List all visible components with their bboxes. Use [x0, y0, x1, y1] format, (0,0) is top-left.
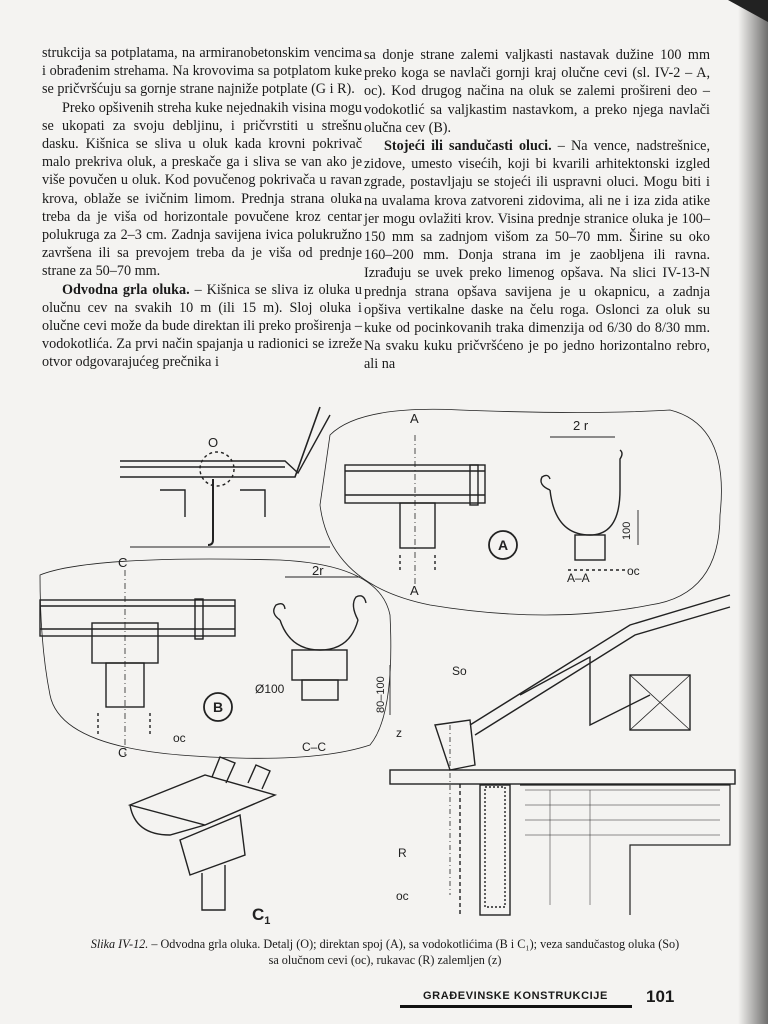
label-phi100: Ø100: [255, 682, 285, 696]
label-c1-letter: C: [252, 905, 265, 924]
section-heading-stojeci-oluci: Stojeći ili sandučasti oluci.: [384, 138, 552, 155]
label-oc-c: oc: [396, 889, 409, 903]
caption-text: – Odvodna grla oluka. Detalj (O); direktan spoj (A), sa vodokotlićima (B i C₁); veza sandučastog oluka (So) sa olučnom cevi (oc), rukavac (R) zalemljen (z): [148, 937, 680, 967]
label-section-a-bottom: A: [410, 583, 419, 598]
label-c1-subscript: 1: [264, 915, 271, 925]
label-detail-o: O: [208, 435, 219, 450]
caption-label: Slika IV-12.: [90, 937, 149, 951]
label-aa: A–A: [567, 571, 590, 585]
label-c1: [252, 905, 270, 925]
label-section-c-bottom: C: [118, 745, 128, 760]
left-paragraph-2: Preko opšivenih streha kuke nejednakih visina mogu se ukopati za svoju debljinu, i pričvrstiti u strešnu dasku. Kišnica se sliva u oluk kada krovni pokrivač malo prekriva oluk, a preskače ga i sliva se van ako je više povučen u oluk. Kod povučenog pokrivača u ravan krova, oblaže se ivičnim limom. Prednja strana oluka treba da je viša od horizontale povučene kroz centar polukruga za 2–3 cm. Zadnja savijena ivica polukružno završena ili sa prevojem treba da je viša od prednje strane za 50–70 mm.: [42, 99, 362, 280]
footer-rule: [400, 1005, 632, 1008]
label-2r-b: 2r: [312, 563, 324, 578]
figure-caption: [90, 937, 680, 968]
left-paragraph-3-body: – Kišnica se sliva iz oluka u olučnu cev na svakih 10 m (ili 15 m). Sloj oluka i olučne cevi može da bude direktan ili preko proširenja – vodokotlića. Za prvi način spajanja u radionici se izreže otvor odgovarajućeg prečnika i: [42, 281, 362, 371]
detail-c1-drawing: [130, 757, 275, 910]
label-detail-b: B: [213, 699, 224, 715]
label-cc: C–C: [302, 740, 327, 754]
label-so: So: [452, 664, 467, 678]
label-section-a-top: A: [410, 411, 419, 426]
label-oc-b: oc: [173, 731, 186, 745]
left-paragraph-3: [42, 281, 362, 372]
standing-gutter-section: [390, 595, 735, 915]
label-section-c-top: C: [118, 555, 128, 570]
left-column: [42, 44, 362, 372]
page-corner: [728, 0, 768, 22]
label-100-a: 100: [621, 521, 633, 540]
label-r: R: [398, 846, 407, 860]
footer-title: GRAĐEVINSKE KONSTRUKCIJE: [420, 990, 611, 1002]
detail-a-drawing: [345, 435, 638, 585]
detail-a-outline: [320, 409, 721, 615]
label-80-100: 80–100: [375, 676, 387, 713]
right-paragraph-2-body: – Na vence, nadstrešnice, zidove, umesto visećih, koji bi kvarili arhitektonski izgled zgrade, postavljaju se stojeći ili uspravni oluci. Mogu biti i na uvalama krova zatvoreni zidovima, ali ne i iza zida atike jer mogu ovlažiti krov. Visina prednje stranice oluka je 100–150 mm sa zadnjom višom za 50–70 mm. Širine su oko 160–200 mm. Donja strana im je zaobljena ili ravna. Izrađuju se uvek preko limenog opšava. Na slici IV-13-N prednja strana opšava savijena je u okapnicu, a zadnja opšiva vertikalne daske na čelu roga. Oslonci za oluk su kuke od pocinkovanih traka dimenzija od 6/30 do 8/30 mm. Na svaku kuku pričvršćeno je po jedno horizontalno rebro, ali na: [364, 138, 710, 373]
page-number: 101: [646, 987, 675, 1006]
label-detail-a: A: [498, 537, 509, 553]
left-paragraph-1: strukcija sa potplatama, na armiranobetonskim vencima i obrađenim strehama. Na krovovima sa potplatom kuke se pričvršćuju sa gornje strane najniže potplate (G i R).: [42, 45, 362, 98]
right-paragraph-1: sa donje strane zalemi valjkasti nastavak dužine 100 mm preko koga se navlači gornji kraj olučne cevi (sl. IV-2 – A, oc). Kod drugog načina na oluk se zalemi prošireni deo – vodokotlić sa valjkastim nastavkom, a preko njega navlači olučna cev (B).: [364, 47, 710, 136]
detail-o-drawing: [120, 407, 330, 547]
detail-b-drawing: [40, 570, 390, 755]
page-edge-shadow: [738, 0, 768, 1024]
label-z: z: [396, 726, 402, 740]
label-oc-a: oc: [627, 564, 640, 578]
section-heading-odvodna-grla: Odvodna grla oluka.: [62, 281, 190, 298]
right-column: [364, 46, 710, 374]
gutter-outlet-figure: [30, 395, 738, 925]
right-paragraph-2: [364, 137, 710, 374]
label-2r-a: 2 r: [573, 418, 589, 433]
